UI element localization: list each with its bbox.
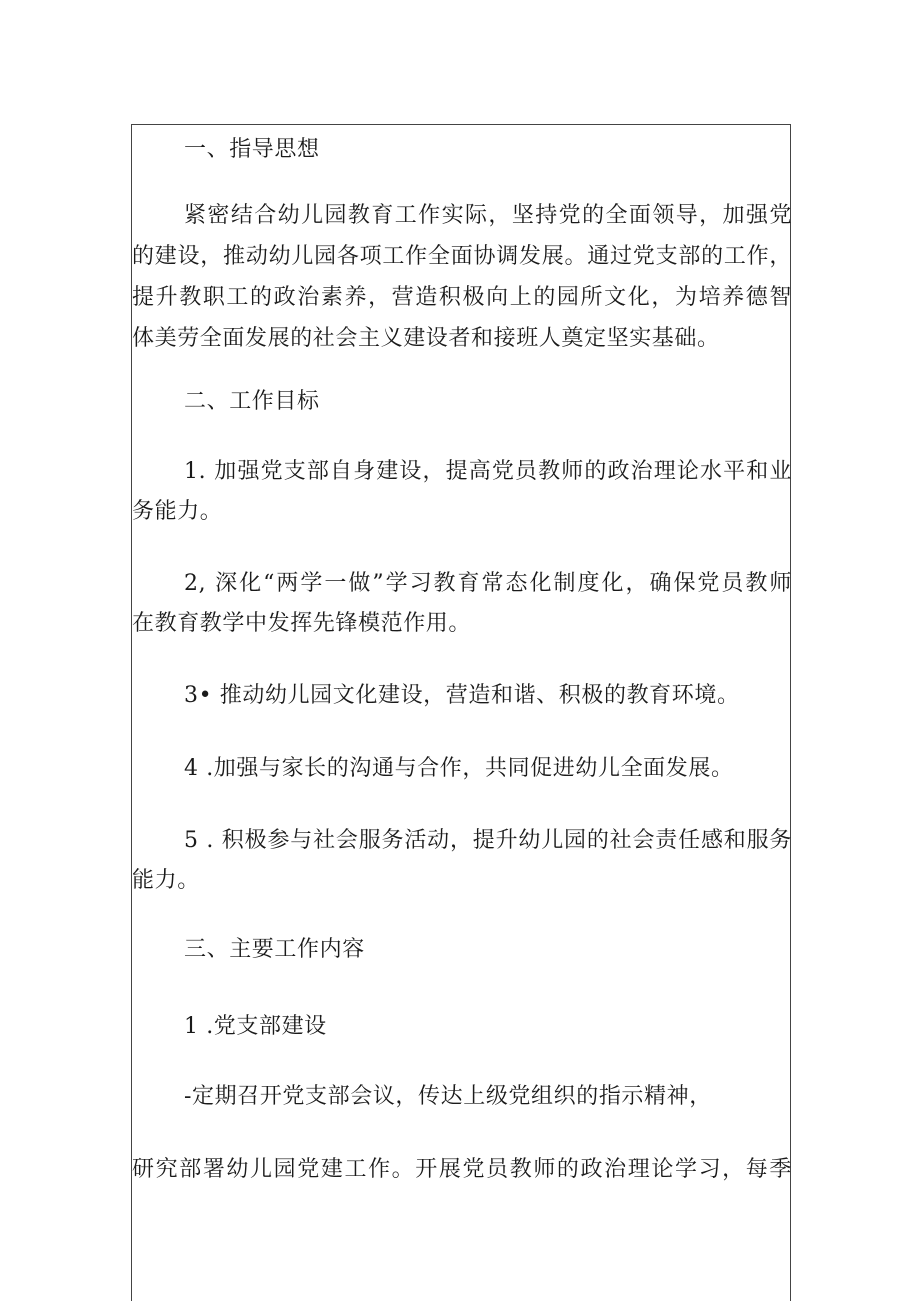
paragraph-line: 提升教职工的政治素养，营造积极向上的园所文化，为培养德智 (132, 285, 792, 310)
heading-work-goals: 二、工作目标 (184, 389, 320, 414)
goal-item-1-cont: 务能力。 (132, 499, 223, 524)
section-line: 研究部署幼儿园党建工作。开展党员教师的政治理论学习，每季 (132, 1157, 792, 1182)
goal-item-1: 1. 加强党支部自身建设，提高党员教师的政治理论水平和业 (184, 459, 792, 484)
goal-item-5: 5 . 积极参与社会服务活动，提升幼儿园的社会责任感和服务 (184, 828, 792, 853)
heading-guiding-ideology: 一、指导思想 (184, 137, 320, 162)
section-line: -定期召开党支部会议，传达上级党组织的指示精神， (184, 1084, 712, 1109)
goal-item-5-cont: 能力。 (132, 868, 200, 893)
section-party-branch: 1 .党支部建设 (184, 1014, 327, 1039)
goal-item-2-cont: 在教育教学中发挥先锋模范作用。 (132, 611, 472, 636)
paragraph-line: 体美劳全面发展的社会主义建设者和接班人奠定坚实基础。 (132, 326, 720, 351)
heading-main-work: 三、主要工作内容 (184, 937, 365, 962)
goal-item-4: 4 .加强与家长的沟通与合作，共同促进幼儿全面发展。 (184, 756, 734, 781)
paragraph-line: 的建设，推动幼儿园各项工作全面协调发展。通过党支部的工作， (132, 244, 792, 269)
document-page (131, 124, 791, 1301)
goal-item-3: 3• 推动幼儿园文化建设，营造和谐、积极的教育环境。 (184, 683, 740, 708)
goal-item-2: 2, 深化“两学一做”学习教育常态化制度化，确保党员教师 (184, 571, 792, 596)
paragraph-line: 紧密结合幼儿园教育工作实际，坚持党的全面领导，加强党 (184, 203, 792, 228)
